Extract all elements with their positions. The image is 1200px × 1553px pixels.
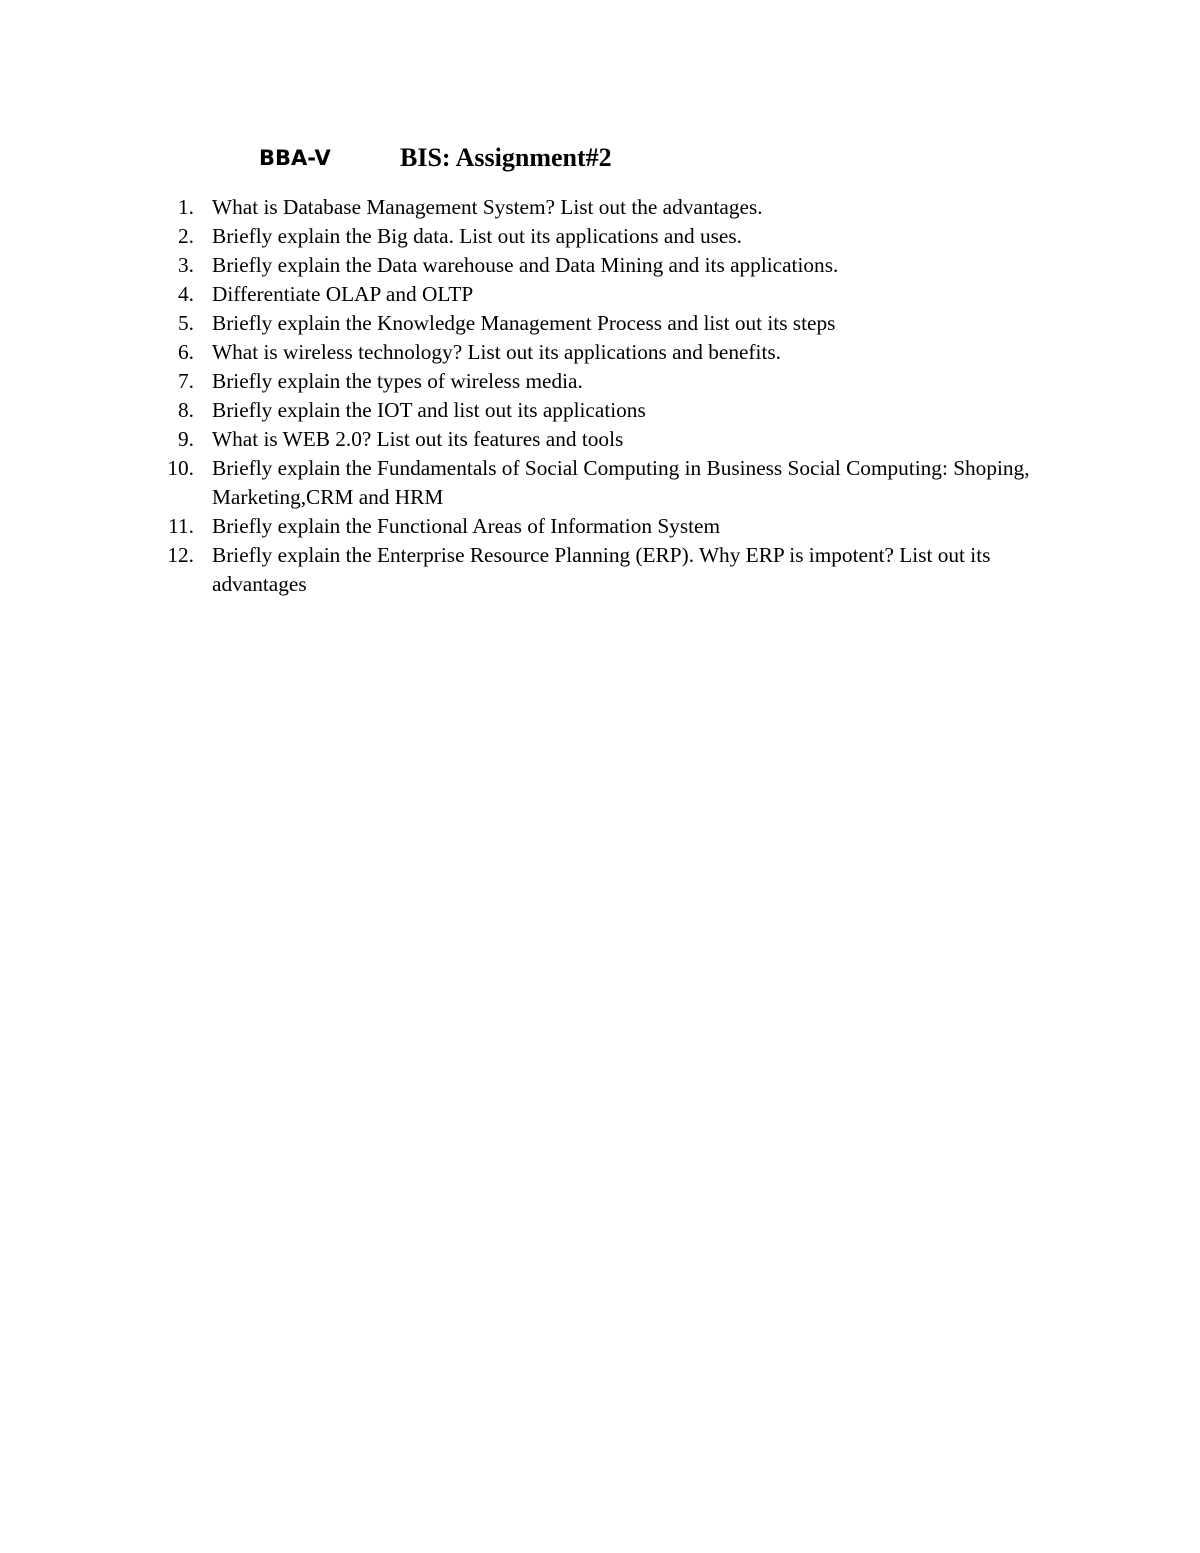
question-item bbox=[0, 309, 1062, 338]
question-item bbox=[0, 396, 1062, 425]
question-number: 12. bbox=[167, 543, 194, 567]
question-list bbox=[0, 193, 1200, 599]
question-text: Differentiate OLAP and OLTP bbox=[212, 282, 474, 306]
question-text: What is wireless technology? List out its applications and benefits. bbox=[212, 340, 781, 364]
question-text: Briefly explain the Data warehouse and Data Mining and its applications. bbox=[212, 253, 839, 277]
question-item bbox=[0, 512, 1062, 541]
question-item bbox=[0, 541, 1062, 599]
question-number: 2. bbox=[178, 224, 194, 248]
question-number: 8. bbox=[178, 398, 194, 422]
question-number: 3. bbox=[178, 253, 194, 277]
question-item bbox=[0, 280, 1062, 309]
question-number: 6. bbox=[178, 340, 194, 364]
question-number: 9. bbox=[178, 427, 194, 451]
question-item bbox=[0, 367, 1062, 396]
question-text: Briefly explain the Fundamentals of Social Computing in Business Social Computing: Shoping, Marketing,CRM and HRM bbox=[212, 456, 1030, 509]
question-item bbox=[0, 251, 1062, 280]
question-item bbox=[0, 193, 1062, 222]
question-number: 11. bbox=[168, 514, 194, 538]
question-text: What is WEB 2.0? List out its features and tools bbox=[212, 427, 624, 451]
question-number: 5. bbox=[178, 311, 194, 335]
question-text: Briefly explain the Big data. List out its applications and uses. bbox=[212, 224, 742, 248]
question-text: Briefly explain the Knowledge Management Process and list out its steps bbox=[212, 311, 836, 335]
course-label: BBA-V bbox=[259, 146, 331, 170]
question-number: 1. bbox=[178, 195, 194, 219]
question-item bbox=[0, 222, 1062, 251]
question-text: Briefly explain the Functional Areas of Information System bbox=[212, 514, 721, 538]
question-number: 10. bbox=[167, 456, 194, 480]
question-item bbox=[0, 338, 1062, 367]
question-text: Briefly explain the IOT and list out its applications bbox=[212, 398, 646, 422]
question-text: Briefly explain the types of wireless media. bbox=[212, 369, 583, 393]
question-number: 7. bbox=[178, 369, 194, 393]
question-text: What is Database Management System? List out the advantages. bbox=[212, 195, 763, 219]
assignment-title: BIS: Assignment#2 bbox=[400, 143, 612, 172]
question-text: Briefly explain the Enterprise Resource Planning (ERP). Why ERP is impotent? List out its advantages bbox=[212, 543, 991, 596]
question-number: 4. bbox=[178, 282, 194, 306]
question-item bbox=[0, 425, 1062, 454]
question-item bbox=[0, 454, 1062, 512]
